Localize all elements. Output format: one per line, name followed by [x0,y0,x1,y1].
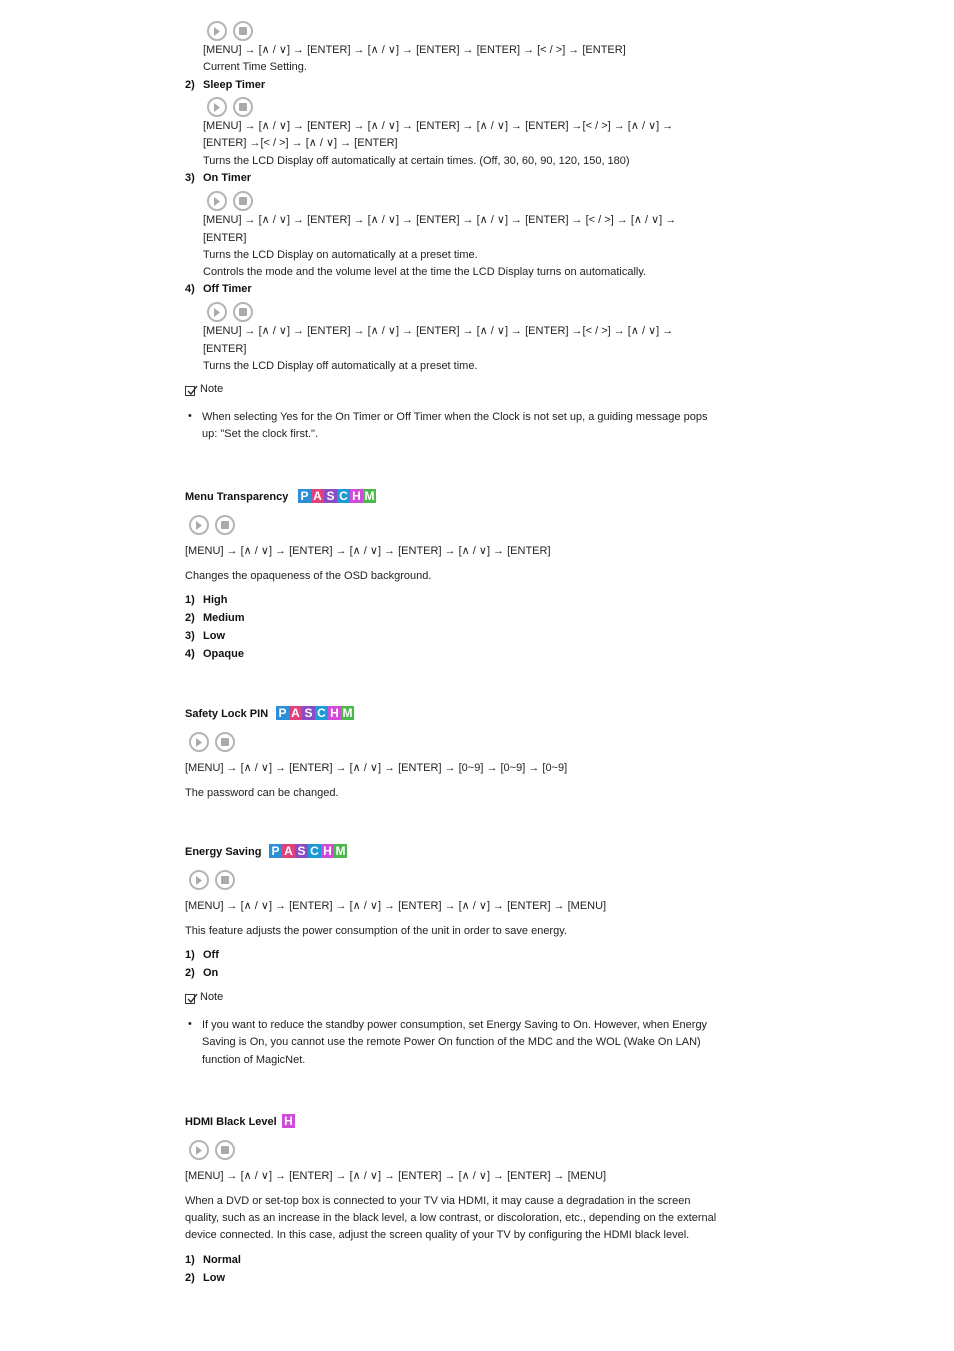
stop-icon[interactable] [233,191,253,211]
menu-transparency-desc: Changes the opaqueness of the OSD background. [185,570,432,582]
stop-icon[interactable] [233,302,253,322]
sleep-timer-desc: Turns the LCD Display off automatically at certain times. (Off, 30, 60, 90, 120, 150, 180) [203,155,630,167]
check-icon [185,994,195,1004]
play-icon[interactable] [189,870,209,890]
safety-lock-title: Safety Lock PIN [185,708,269,720]
play-icon[interactable] [207,191,227,211]
option-item: 1) Normal [185,1254,241,1266]
mode-badge [298,489,376,503]
on-timer-path-cont: [ENTER] [203,232,247,244]
icon-group [189,1140,235,1160]
mode-letter-c: C [308,844,321,858]
off-timer-path: [MENU] → [∧ / ∨] → [ENTER] → [∧ / ∨] → [ENTER] → [∧ / ∨] → [ENTER] →[< / >] → [∧ / ∨] → [203,325,674,337]
menu-transparency-title: Menu Transparency [185,491,289,503]
icon-group [207,191,253,211]
icon-group [189,732,235,752]
option-item: 2) Medium [185,612,245,624]
energy-saving-desc: This feature adjusts the power consumption of the unit in order to save energy. [185,925,567,937]
mode-letter-m: M [364,489,375,503]
off-timer-desc: Turns the LCD Display off automatically at a preset time. [203,360,478,372]
on-timer-path: [MENU] → [∧ / ∨] → [ENTER] → [∧ / ∨] → [ENTER] → [∧ / ∨] → [ENTER] → [< / >] → [∧ / ∨] → [203,214,677,226]
on-timer-heading: 3) On Timer [185,172,252,184]
play-icon[interactable] [207,21,227,41]
mode-letter-h: H [282,1114,295,1128]
mode-badge [282,1114,295,1128]
note-text: When selecting Yes for the On Timer or Off Timer when the Clock is not set up, a guiding message pops [202,411,708,423]
menu-transparency-path: [MENU] → [∧ / ∨] → [ENTER] → [∧ / ∨] → [ENTER] → [∧ / ∨] → [ENTER] [185,545,551,557]
option-item: 2) Low [185,1272,225,1284]
play-icon[interactable] [189,1140,209,1160]
mode-letter-h: H [328,706,341,720]
icon-group [207,302,253,322]
current-time-desc: Current Time Setting. [203,61,307,73]
mode-badge [269,844,347,858]
note-text-2: Saving is On, you cannot use the remote Power On function of the MDC and the WOL (Wake On LAN) [202,1036,701,1048]
energy-saving-title: Energy Saving [185,846,262,858]
mode-letter-c: C [337,489,350,503]
mode-letter-s: S [324,489,337,503]
sleep-timer-path-cont: [ENTER] →[< / >] → [∧ / ∨] → [ENTER] [203,137,398,149]
play-icon[interactable] [189,515,209,535]
mode-letter-c: C [315,706,328,720]
hdmi-black-title: HDMI Black Level [185,1116,277,1128]
mode-letter-h: H [321,844,334,858]
note-text-2: up: "Set the clock first.". [202,428,319,440]
play-icon[interactable] [207,302,227,322]
option-item: 4) Opaque [185,648,244,660]
on-timer-desc: Turns the LCD Display on automatically at a preset time. [203,249,478,261]
icon-group [189,870,235,890]
hdmi-black-desc: When a DVD or set-top box is connected to your TV via HDMI, it may cause a degradation in the screen [185,1195,691,1207]
note-label: Note [200,991,224,1003]
hdmi-black-path: [MENU] → [∧ / ∨] → [ENTER] → [∧ / ∨] → [ENTER] → [∧ / ∨] → [ENTER] → [MENU] [185,1170,607,1182]
mode-letter-h: H [350,489,363,503]
off-timer-path-cont: [ENTER] [203,343,247,355]
option-item: 1) Off [185,949,219,961]
stop-icon[interactable] [233,21,253,41]
stop-icon[interactable] [233,97,253,117]
mode-letter-s: S [295,844,308,858]
off-timer-heading: 4) Off Timer [185,283,252,295]
icon-group [207,97,253,117]
mode-letter-p: P [298,489,311,503]
mode-letter-a: A [289,706,302,720]
option-item: 3) Low [185,630,225,642]
sleep-timer-heading: 2) Sleep Timer [185,79,266,91]
mode-letter-p: P [269,844,282,858]
note-text-3: function of MagicNet. [202,1054,306,1066]
stop-icon[interactable] [215,1140,235,1160]
option-item: 2) On [185,967,219,979]
stop-icon[interactable] [215,732,235,752]
bullet: • [188,410,192,422]
mode-letter-a: A [282,844,295,858]
play-icon[interactable] [207,97,227,117]
mode-letter-p: P [276,706,289,720]
mode-letter-a: A [311,489,324,503]
safety-lock-path: [MENU] → [∧ / ∨] → [ENTER] → [∧ / ∨] → [ENTER] → [0~9] → [0~9] → [0~9] [185,762,568,774]
note-text: If you want to reduce the standby power consumption, set Energy Saving to On. However, when Energy [202,1019,708,1031]
mode-letter-m: M [342,706,353,720]
mode-letter-s: S [302,706,315,720]
on-timer-desc-2: Controls the mode and the volume level at the time the LCD Display turns on automatically. [203,266,647,278]
bullet: • [188,1018,192,1030]
icon-group [189,515,235,535]
play-icon[interactable] [189,732,209,752]
icon-group [207,21,253,41]
stop-icon[interactable] [215,870,235,890]
note-label: Note [200,383,224,395]
option-item: 1) High [185,594,228,606]
hdmi-black-desc-2: quality, such as an increase in the black level, a low contrast, or discoloration, etc., depending on the external [185,1212,717,1224]
stop-icon[interactable] [215,515,235,535]
check-icon [185,386,195,396]
sleep-timer-path: [MENU] → [∧ / ∨] → [ENTER] → [∧ / ∨] → [ENTER] → [∧ / ∨] → [ENTER] →[< / >] → [∧ / ∨] → [203,120,674,132]
hdmi-black-desc-3: device connected. In this case, adjust the screen quality of your TV by configuring the HDMI black level. [185,1229,690,1241]
energy-saving-path: [MENU] → [∧ / ∨] → [ENTER] → [∧ / ∨] → [ENTER] → [∧ / ∨] → [ENTER] → [MENU] [185,900,607,912]
mode-letter-m: M [335,844,346,858]
safety-lock-desc: The password can be changed. [185,787,339,799]
mode-badge [276,706,354,720]
current-time-path: [MENU] → [∧ / ∨] → [ENTER] → [∧ / ∨] → [ENTER] → [ENTER] → [< / >] → [ENTER] [203,44,626,56]
